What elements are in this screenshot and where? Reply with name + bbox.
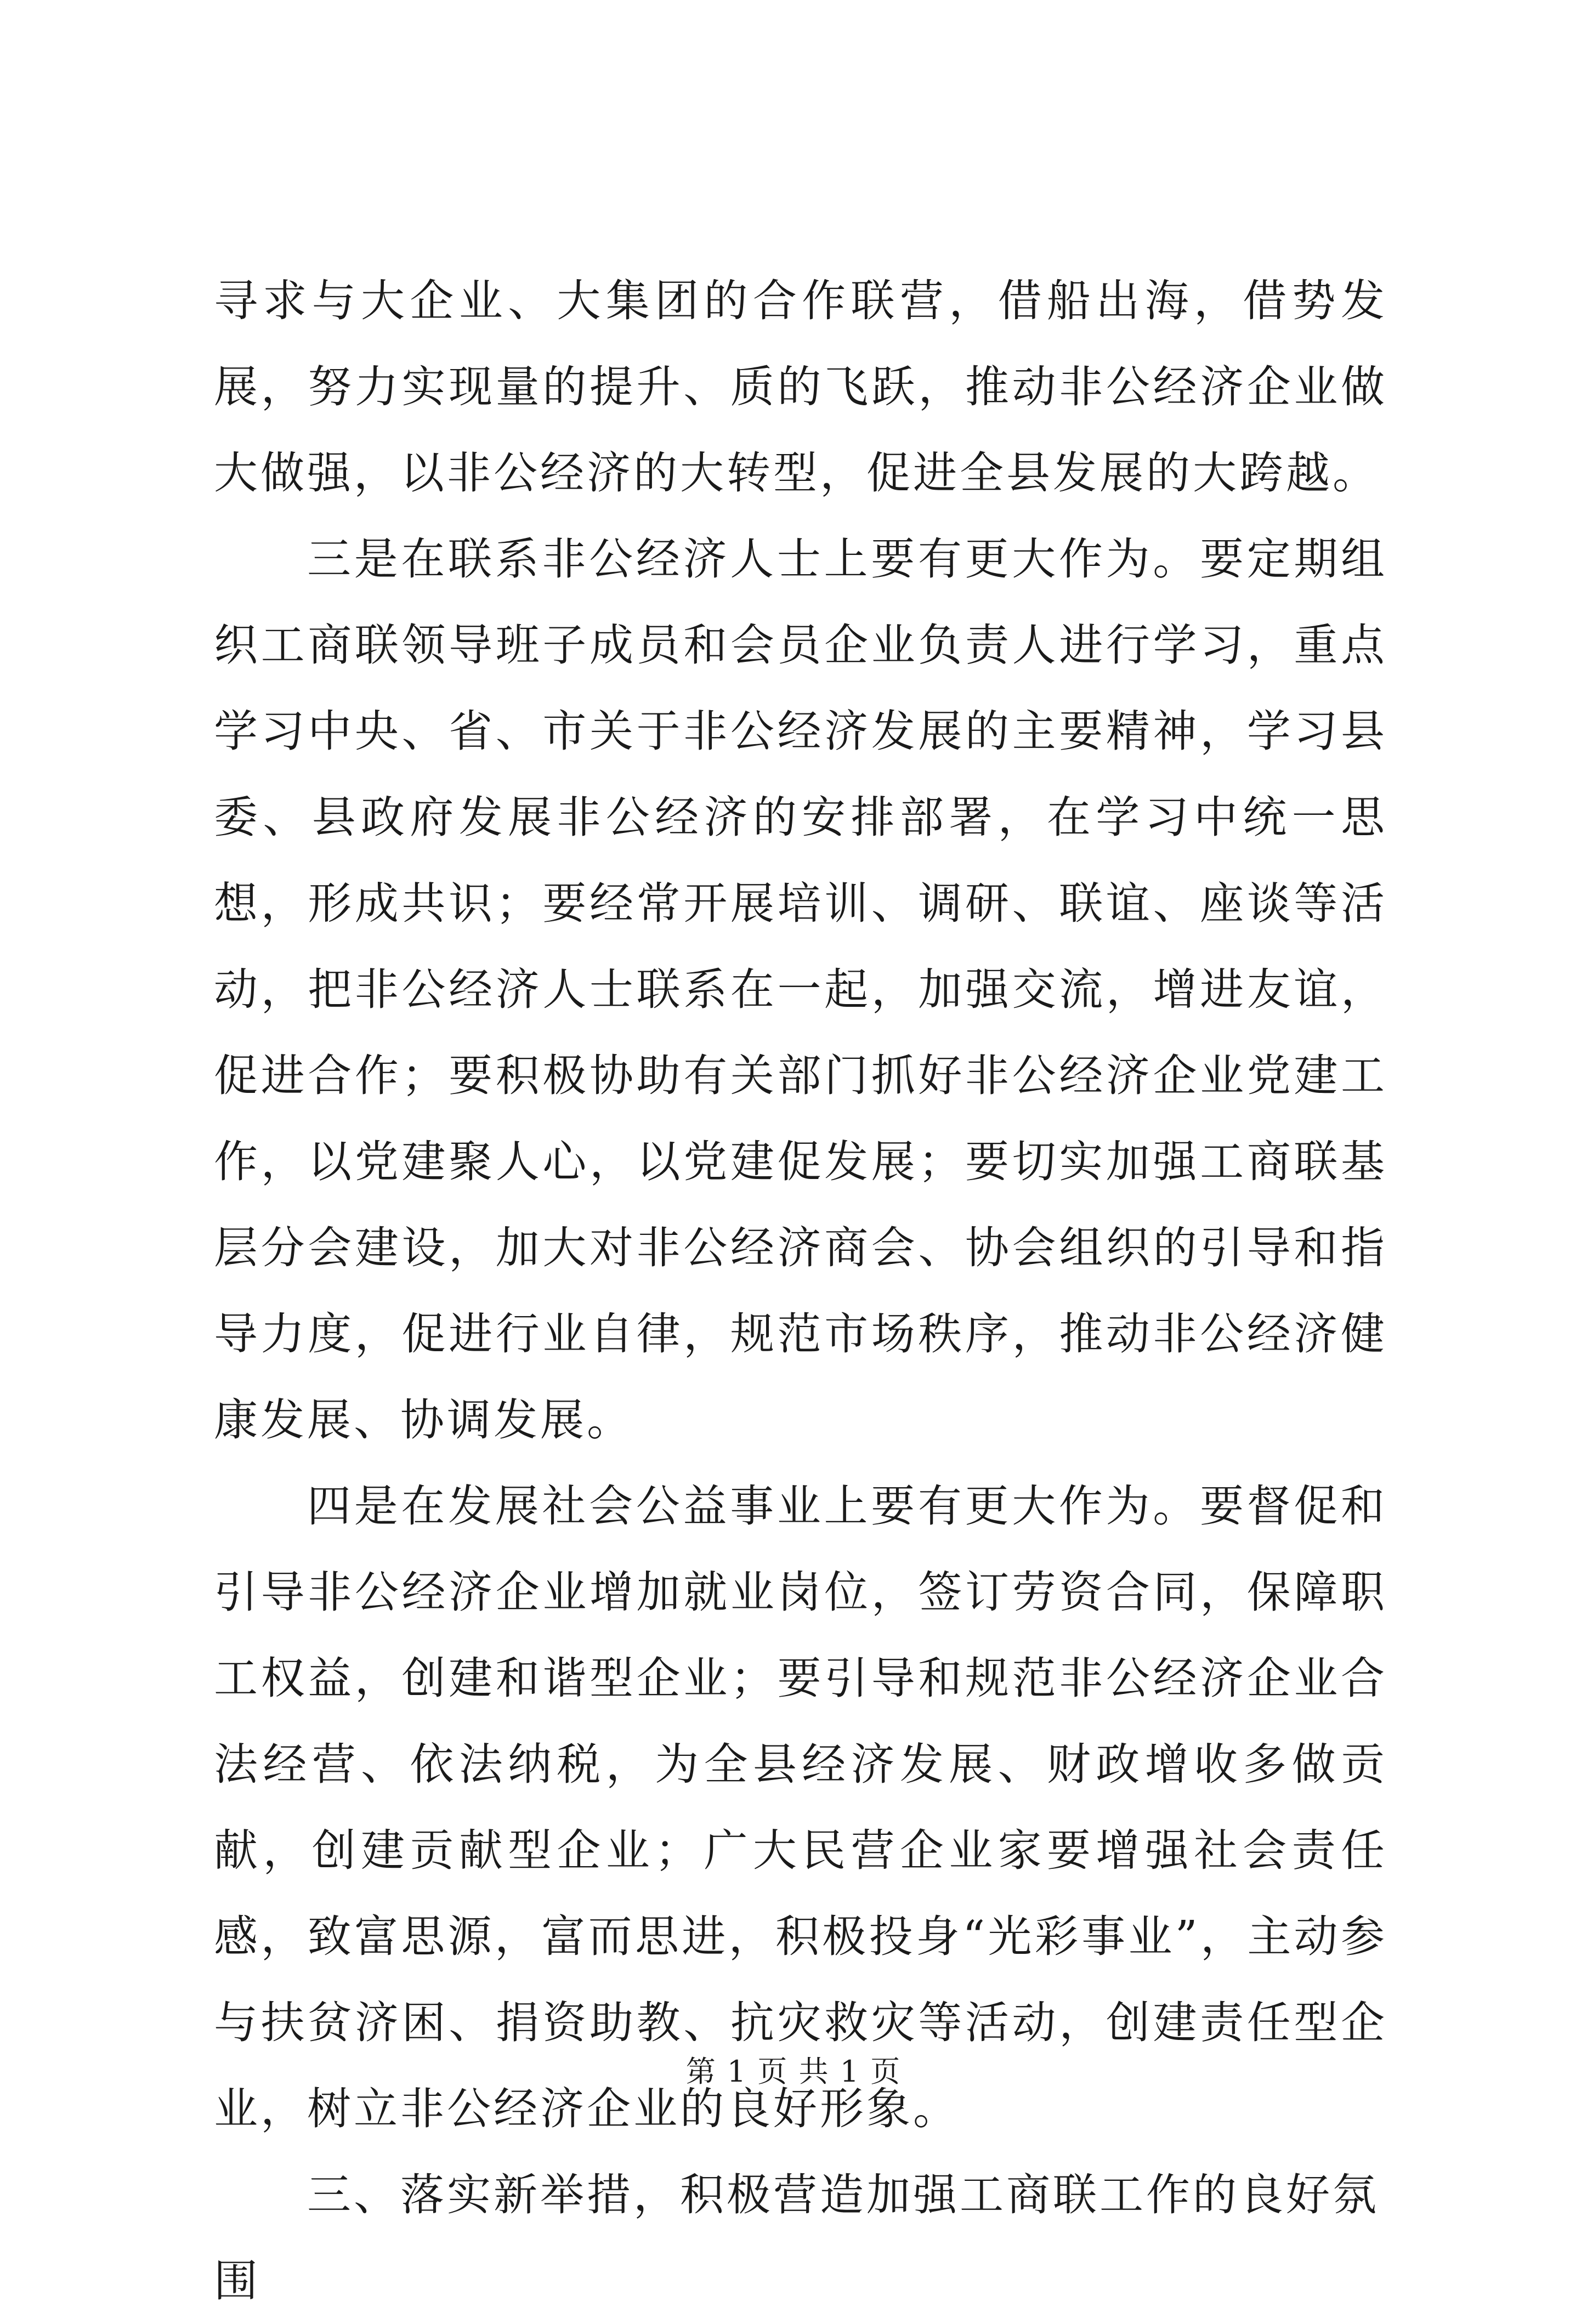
paragraph-continuation: 寻求与大企业、大集团的合作联营，借船出海，借势发展，努力实现量的提升、质的飞跃，推动非公经济企业做大做强，以非公经济的大转型，促进全县发展的大跨越。	[214, 275, 1387, 498]
section-heading: 三、落实新举措，积极营造加强工商联工作的良好氛围	[214, 2169, 1379, 2306]
page-footer: 第 1 页 共 1 页	[685, 2054, 902, 2089]
paragraph-liaison: 三是在联系非公经济人士上要有更大作为。要定期组织工商联领导班子成员和会员企业负责人进行学习，重点学习中央、省、市关于非公经济发展的主要精神，学习县委、县政府发展非公经济的安排部署，在学习中统一思想，形成共识；要经常开展培训、调研、联谊、座谈等活动，把非公经济人士联系在一起，加强交流，增进友谊，促进合作；要积极协助有关部门抓好非公经济企业党建工作，以党建聚人心，以党建促发展；要切实加强工商联基层分会建设，加大对非公经济商会、协会组织的引导和指导力度，促进行业自律，规范市场秩序，推动非公经济健康发展、协调发展。	[214, 534, 1387, 1446]
document-body	[214, 258, 1387, 2324]
paragraph-public-welfare: 四是在发展社会公益事业上要有更大作为。要督促和引导非公经济企业增加就业岗位，签订劳资合同，保障职工权益，创建和谐型企业；要引导和规范非公经济企业合法经营、依法纳税，为全县经济发展、财政增收多做贡献，创建贡献型企业；广大民营企业家要增强社会责任感，致富思源，富而思进，积极投身“光彩事业”，主动参与扶贫济困、捐资助教、抗灾救灾等活动，创建责任型企业，树立非公经济企业的良好形象。	[214, 1481, 1387, 2134]
